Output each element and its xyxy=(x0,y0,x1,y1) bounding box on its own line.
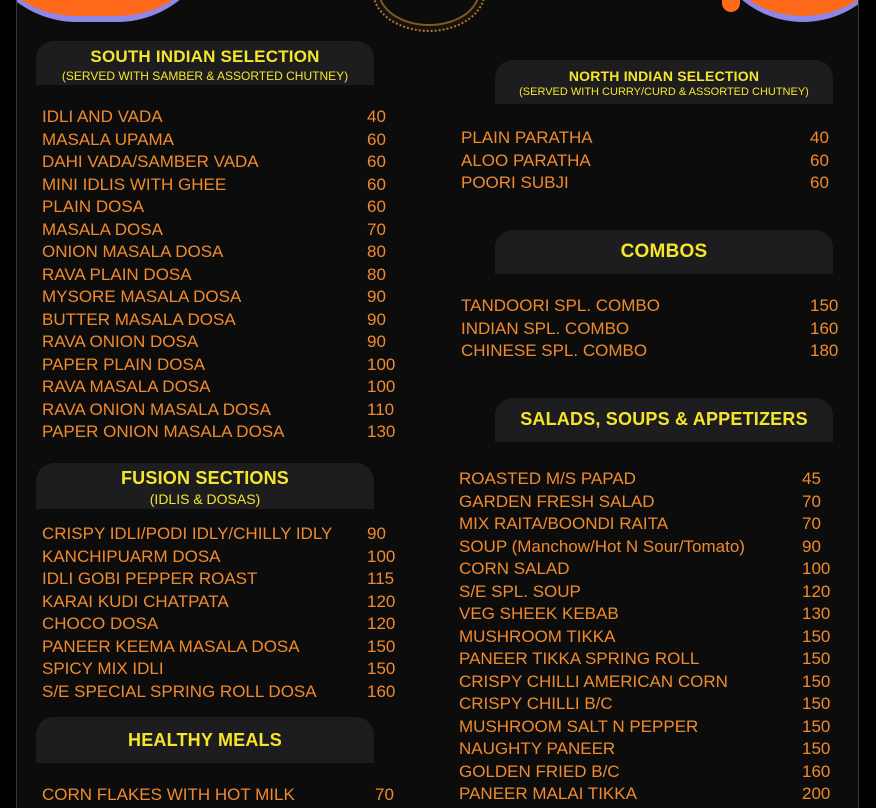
menu-item xyxy=(42,129,402,152)
menu-item xyxy=(461,318,841,341)
menu-item-name: RAVA ONION DOSA xyxy=(42,332,199,351)
south-indian-subtitle: (SERVED WITH SAMBER & ASSORTED CHUTNEY) xyxy=(61,69,349,83)
menu-item-name: S/E SPL. SOUP xyxy=(459,581,581,601)
menu-item xyxy=(42,219,402,242)
menu-item-price: 150 xyxy=(802,626,831,646)
menu-item-name: SOUP (Manchow/Hot N Sour/Tomato) xyxy=(459,536,745,556)
menu-item xyxy=(42,523,402,546)
menu-board xyxy=(16,0,859,808)
menu-item-name: CHOCO DOSA xyxy=(42,614,159,633)
menu-item-name: CRISPY CHILLI B/C xyxy=(459,694,613,713)
menu-item xyxy=(42,309,402,332)
menu-item-price: 160 xyxy=(367,681,396,701)
fusion-header xyxy=(36,463,374,509)
menu-item-name: CRISPY IDLI/PODI IDLY/CHILLY IDLY xyxy=(42,524,333,543)
menu-item-price: 160 xyxy=(810,318,839,338)
menu-item xyxy=(459,536,849,559)
fusion-list xyxy=(42,523,402,703)
menu-item-price: 120 xyxy=(367,591,396,611)
healthy-title: HEALTHY MEALS xyxy=(128,730,282,750)
menu-item-name: ONION MASALA DOSA xyxy=(42,242,224,261)
menu-item xyxy=(459,513,849,536)
menu-item xyxy=(459,603,849,626)
salads-list xyxy=(459,468,849,806)
menu-item xyxy=(42,636,402,659)
menu-item-name: KANCHIPUARM DOSA xyxy=(42,546,221,566)
menu-item-price: 100 xyxy=(802,559,831,578)
menu-item-price: 130 xyxy=(367,422,396,441)
menu-item-name: CORN SALAD xyxy=(459,559,570,578)
menu-item-name: CORN FLAKES WITH HOT MILK xyxy=(42,785,295,804)
menu-item-price: 70 xyxy=(367,219,386,239)
menu-item xyxy=(459,671,849,694)
south-indian-header xyxy=(36,41,374,85)
menu-item-name: RAVA MASALA DOSA xyxy=(42,377,211,396)
menu-item-price: 90 xyxy=(367,332,386,351)
menu-item xyxy=(42,376,402,399)
menu-item-price: 150 xyxy=(802,694,831,713)
decorative-swoosh-left xyxy=(16,0,217,22)
combos-title: COMBOS xyxy=(620,241,708,262)
menu-item-name: GARDEN FRESH SALAD xyxy=(459,491,655,511)
menu-item-name: PANEER MALAI TIKKA xyxy=(459,784,637,803)
menu-item-name: RAVA PLAIN DOSA xyxy=(42,264,192,284)
menu-item-name: PAPER PLAIN DOSA xyxy=(42,354,206,374)
menu-item-price: 150 xyxy=(802,739,831,758)
menu-item-price: 40 xyxy=(367,107,386,126)
menu-item-price: 90 xyxy=(367,309,386,329)
menu-item-name: PAPER ONION MASALA DOSA xyxy=(42,422,285,441)
menu-item-price: 70 xyxy=(802,514,821,533)
menu-item-name: VEG SHEEK KEBAB xyxy=(459,604,619,623)
menu-item-price: 90 xyxy=(802,536,821,556)
menu-item-name: MIX RAITA/BOONDI RAITA xyxy=(459,514,669,533)
south-indian-list xyxy=(42,106,402,444)
menu-item xyxy=(461,340,841,363)
menu-item-price: 150 xyxy=(367,659,396,678)
healthy-header xyxy=(36,717,374,763)
menu-item xyxy=(42,546,402,569)
menu-item-name: CRISPY CHILLI AMERICAN CORN xyxy=(459,671,728,691)
menu-item-name: SPICY MIX IDLI xyxy=(42,659,164,678)
menu-item-name: MUSHROOM TIKKA xyxy=(459,626,616,646)
north-indian-subtitle: (SERVED WITH CURRY/CURD & ASSORTED CHUTNEY) xyxy=(519,86,809,98)
menu-item xyxy=(459,626,849,649)
menu-item xyxy=(459,558,849,581)
menu-item xyxy=(42,331,402,354)
menu-item-price: 90 xyxy=(367,287,386,306)
menu-item xyxy=(461,150,841,173)
menu-item-price: 60 xyxy=(810,150,829,170)
menu-item-price: 100 xyxy=(367,377,396,396)
menu-item-price: 150 xyxy=(802,716,831,736)
menu-item-price: 40 xyxy=(810,128,829,147)
menu-item xyxy=(42,613,402,636)
menu-item-price: 60 xyxy=(367,152,386,171)
menu-item xyxy=(42,681,402,704)
menu-item-price: 70 xyxy=(375,785,394,804)
menu-item-price: 70 xyxy=(802,491,821,511)
menu-item-price: 150 xyxy=(802,649,831,668)
menu-item-price: 160 xyxy=(802,761,831,781)
menu-item-name: PANEER KEEMA MASALA DOSA xyxy=(42,636,300,656)
fusion-subtitle: (IDLIS & DOSAS) xyxy=(149,491,261,507)
salads-title: SALADS, SOUPS & APPETIZERS xyxy=(520,409,808,429)
menu-item-name: PLAIN PARATHA xyxy=(461,128,593,147)
menu-item-price: 120 xyxy=(802,581,831,601)
menu-item xyxy=(459,648,849,671)
menu-item-price: 60 xyxy=(367,174,386,194)
menu-item xyxy=(42,591,402,614)
menu-item-name: PANEER TIKKA SPRING ROLL xyxy=(459,649,700,668)
menu-item-price: 100 xyxy=(367,546,396,566)
menu-item-name: ALOO PARATHA xyxy=(461,150,591,170)
menu-item-name: NAUGHTY PANEER xyxy=(459,739,616,758)
menu-item-price: 60 xyxy=(367,129,386,149)
menu-item-name: RAVA ONION MASALA DOSA xyxy=(42,399,271,419)
menu-item-price: 150 xyxy=(367,636,396,656)
menu-item-price: 80 xyxy=(367,264,386,284)
menu-item xyxy=(461,295,841,318)
menu-item xyxy=(42,196,402,219)
menu-item-name: DAHI VADA/SAMBER VADA xyxy=(42,152,259,171)
menu-item-price: 110 xyxy=(367,399,395,419)
menu-item xyxy=(461,127,841,150)
menu-item-name: POORI SUBJI xyxy=(461,173,569,192)
menu-item-name: S/E SPECIAL SPRING ROLL DOSA xyxy=(42,681,317,701)
menu-item-price: 100 xyxy=(367,354,396,374)
menu-item xyxy=(459,693,849,716)
menu-item xyxy=(42,174,402,197)
menu-item-price: 60 xyxy=(810,173,829,192)
menu-item xyxy=(42,421,402,444)
menu-item-name: MYSORE MASALA DOSA xyxy=(42,287,242,306)
menu-item-name: MASALA DOSA xyxy=(42,219,163,239)
menu-item xyxy=(461,172,841,195)
menu-item xyxy=(42,399,402,422)
leaf-icon xyxy=(722,0,740,12)
menu-item-name: PLAIN DOSA xyxy=(42,197,145,216)
menu-item-name: IDLI GOBI PEPPER ROAST xyxy=(42,569,258,588)
menu-item xyxy=(459,581,849,604)
north-indian-title: NORTH INDIAN SELECTION xyxy=(568,68,760,84)
combos-list xyxy=(461,295,841,363)
menu-item-name: MASALA UPAMA xyxy=(42,129,174,149)
salads-header xyxy=(495,398,833,442)
menu-item-name: MUSHROOM SALT N PEPPER xyxy=(459,716,699,736)
ornamental-emblem xyxy=(372,0,486,32)
menu-item xyxy=(42,106,402,129)
combos-header xyxy=(495,230,833,274)
menu-item xyxy=(42,658,402,681)
menu-item-name: MINI IDLIS WITH GHEE xyxy=(42,174,227,194)
south-indian-title: SOUTH INDIAN SELECTION xyxy=(90,47,320,66)
menu-item xyxy=(459,761,849,784)
menu-item-name: GOLDEN FRIED B/C xyxy=(459,761,620,781)
menu-item xyxy=(459,738,849,761)
menu-item-price: 150 xyxy=(802,671,831,691)
menu-item-price: 115 xyxy=(367,569,395,588)
menu-item xyxy=(42,264,402,287)
menu-item-price: 130 xyxy=(802,604,831,623)
menu-item-price: 120 xyxy=(367,614,396,633)
menu-item xyxy=(459,491,849,514)
fusion-title: FUSION SECTIONS xyxy=(120,468,289,488)
menu-item-name: INDIAN SPL. COMBO xyxy=(461,318,630,338)
menu-item xyxy=(42,286,402,309)
menu-item xyxy=(459,716,849,739)
menu-item-name: CHINESE SPL. COMBO xyxy=(461,341,648,360)
menu-item xyxy=(42,784,402,807)
healthy-list xyxy=(42,784,402,807)
menu-item xyxy=(42,568,402,591)
menu-item xyxy=(459,468,849,491)
menu-item xyxy=(459,783,849,806)
menu-item-price: 180 xyxy=(810,341,839,360)
menu-item-price: 80 xyxy=(367,242,386,261)
menu-item-price: 45 xyxy=(802,469,821,488)
menu-item-name: KARAI KUDI CHATPATA xyxy=(42,591,229,611)
menu-item-name: ROASTED M/S PAPAD xyxy=(459,469,636,488)
menu-item-price: 150 xyxy=(810,296,839,315)
menu-item-price: 200 xyxy=(802,784,831,803)
menu-item xyxy=(42,241,402,264)
menu-item-price: 60 xyxy=(367,197,386,216)
menu-item-name: IDLI AND VADA xyxy=(42,107,163,126)
north-indian-list xyxy=(461,127,841,195)
menu-item xyxy=(42,151,402,174)
menu-item xyxy=(42,354,402,377)
menu-item-price: 90 xyxy=(367,524,386,543)
north-indian-header xyxy=(495,60,833,104)
menu-item-name: BUTTER MASALA DOSA xyxy=(42,309,236,329)
menu-item-name: TANDOORI SPL. COMBO xyxy=(461,296,660,315)
